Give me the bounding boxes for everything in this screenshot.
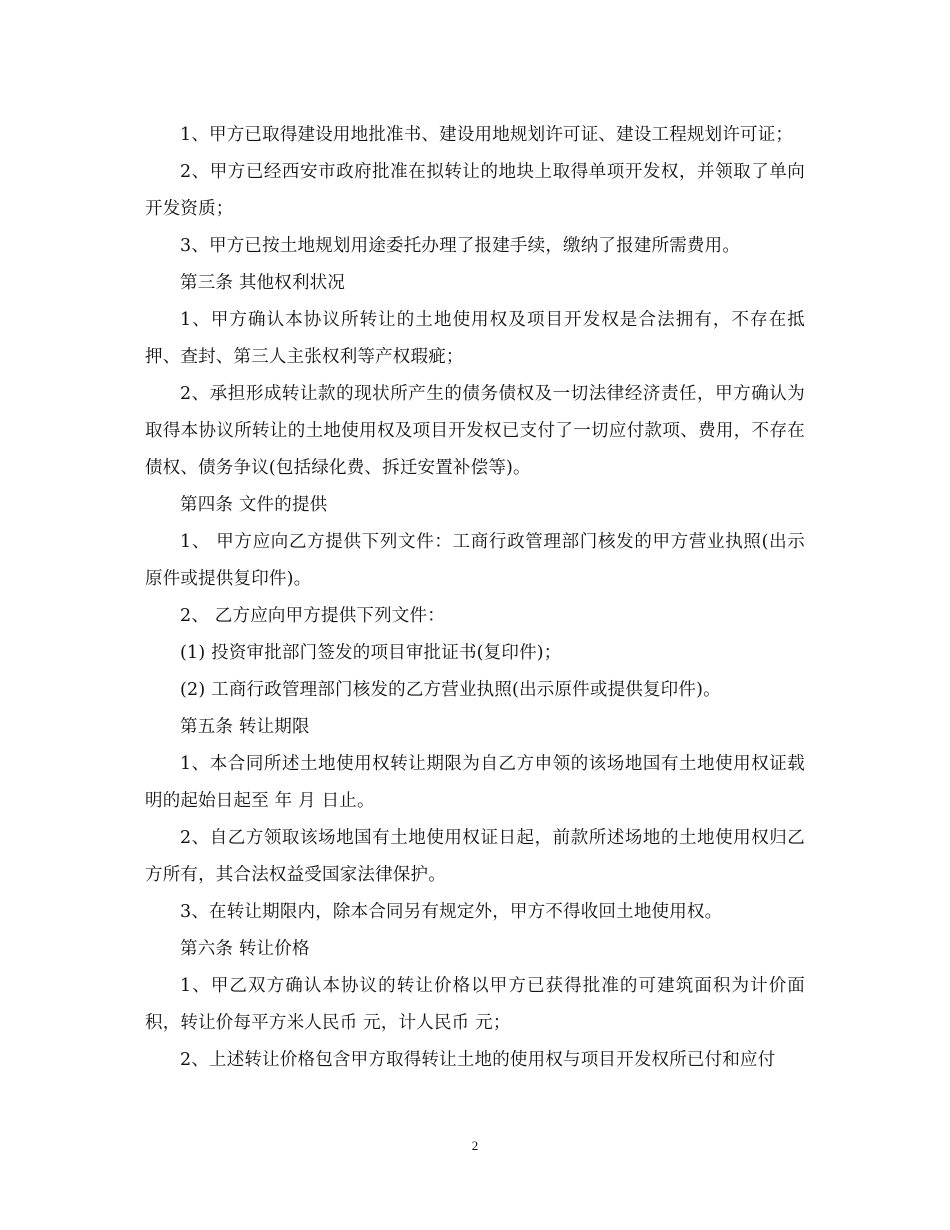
article-heading: 第三条 其他权利状况 xyxy=(180,273,346,293)
clause-paragraph: 3、在转让期限内，除本合同另有规定外，甲方不得收回土地使用权。 xyxy=(180,902,723,922)
clause-paragraph: 1、本合同所述土地使用权转让期限为自乙方申领的该场地国有土地使用权证载明的起始日起至 年 月 日止。 xyxy=(145,754,805,811)
article-heading: 第四条 文件的提供 xyxy=(180,495,328,515)
clause-paragraph: 1、甲方确认本协议所转让的土地使用权及项目开发权是合法拥有，不存在抵押、查封、第三人主张权利等产权瑕疵； xyxy=(145,310,805,367)
article-heading: 第六条 转让价格 xyxy=(180,939,310,959)
page-number: 2 xyxy=(471,1138,479,1153)
sub-clause-paragraph: (2) 工商行政管理部门核发的乙方营业执照(出示原件或提供复印件)。 xyxy=(180,680,721,700)
clause-paragraph: 1、甲乙双方确认本协议的转让价格以甲方已获得批准的可建筑面积为计价面积，转让价每平方米人民币 元，计人民币 元； xyxy=(145,976,805,1033)
clause-paragraph: 2、甲方已经西安市政府批准在拟转让的地块上取得单项开发权，并领取了单向开发资质； xyxy=(145,162,805,219)
clause-paragraph: 2、承担形成转让款的现状所产生的债务债权及一切法律经济责任，甲方确认为取得本协议所转让的土地使用权及项目开发权已支付了一切应付款项、费用，不存在债权、债务争议(包括绿化费、拆迁安置补偿等)。 xyxy=(145,384,805,478)
clause-paragraph: 1、甲方已取得建设用地批准书、建设用地规划许可证、建设工程规划许可证； xyxy=(180,125,794,145)
sub-clause-paragraph: (1) 投资审批部门签发的项目审批证书(复印件)； xyxy=(180,643,562,663)
clause-paragraph: 2、自乙方领取该场地国有土地使用权证日起，前款所述场地的土地使用权归乙方所有，其合法权益受国家法律保护。 xyxy=(145,828,805,885)
clause-paragraph: 3、甲方已按土地规划用途委托办理了报建手续，缴纳了报建所需费用。 xyxy=(180,236,741,256)
document-body xyxy=(145,117,805,1079)
clause-paragraph: 1、 甲方应向乙方提供下列文件：工商行政管理部门核发的甲方营业执照(出示原件或提供复印件)。 xyxy=(145,532,805,589)
clause-paragraph: 2、上述转让价格包含甲方取得转让土地的使用权与项目开发权所已付和应付 xyxy=(180,1050,776,1070)
clause-paragraph: 2、 乙方应向甲方提供下列文件： xyxy=(180,606,445,626)
article-heading: 第五条 转让期限 xyxy=(180,717,310,737)
